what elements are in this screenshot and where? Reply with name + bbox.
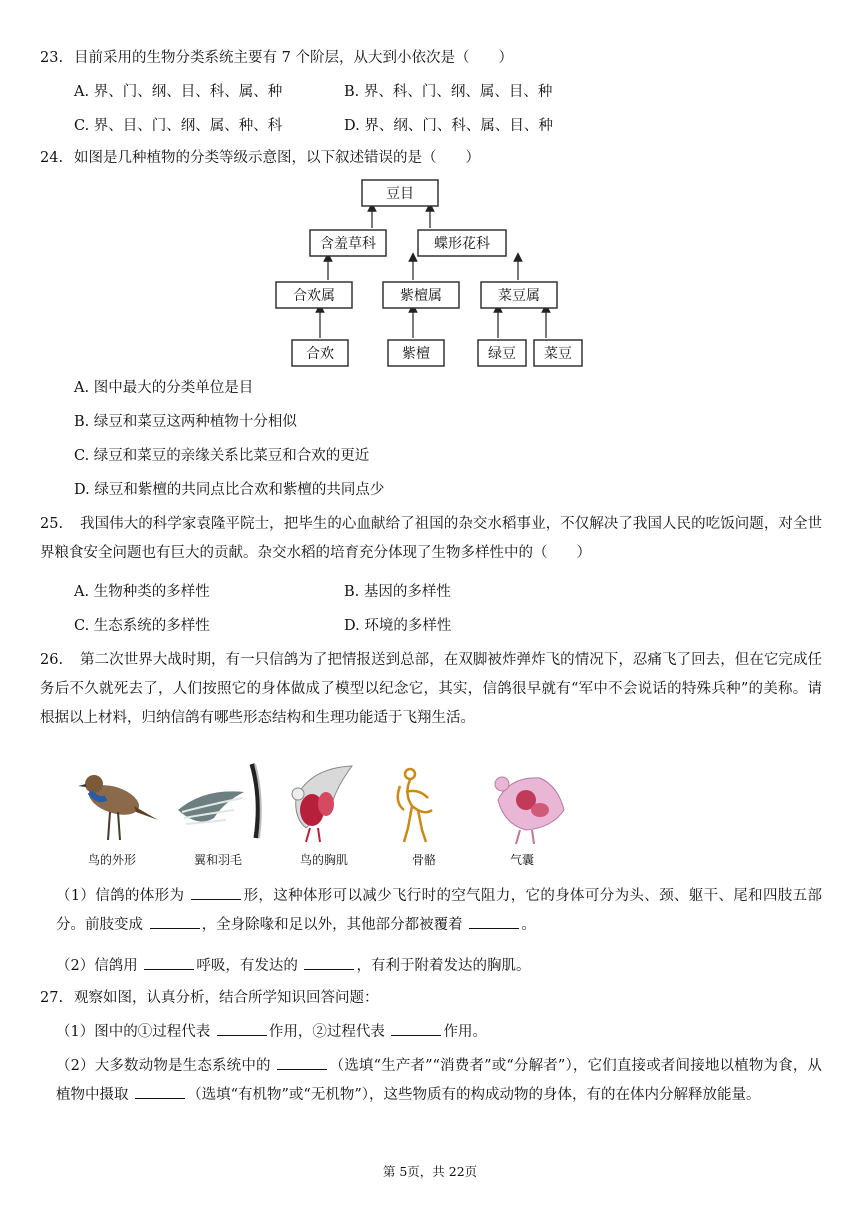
bird-figures	[74, 758, 574, 850]
q25-stem: 25. 我国伟大的科学家袁隆平院士，把毕生的心血献给了祖国的杂交水稻事业，不仅解决了我国人民的吃饭问题，对全世界粮食安全问题也有巨大的贡献。杂交水稻的培育充分体现了生物多样性中的（ ）	[40, 510, 822, 568]
q24-option-b[interactable]: B. 绿豆和菜豆这两种植物十分相似	[74, 414, 297, 430]
diagram-label-species-2: 紫檀	[402, 346, 430, 362]
chest-muscle-image	[292, 766, 352, 842]
q25-option-b[interactable]: B. 基因的多样性	[344, 584, 451, 600]
q27-blank-4[interactable]	[135, 1084, 185, 1099]
diagram-label-family-1: 含羞草科	[320, 236, 376, 252]
q24-option-c[interactable]: C. 绿豆和菜豆的亲缘关系比菜豆和合欢的更近	[74, 448, 370, 464]
skeleton-image	[398, 769, 432, 842]
q24-stem: 24. 如图是几种植物的分类等级示意图，以下叙述错误的是（ ）	[40, 150, 480, 166]
q23-option-c[interactable]: C. 界、目、门、纲、属、种、科	[74, 118, 283, 134]
air-sac-image	[495, 777, 564, 844]
bird-image-label-3: 鸟的胸肌	[300, 853, 349, 867]
q26-sub1: （1）信鸽的体形为 形，这种体形可以减少飞行时的空气阻力，它的身体可分为头、颈、躯干、尾和四肢五部分。前肢变成 ，全身除喙和足以外，其他部分都被覆着 。	[56, 882, 822, 940]
q27-blank-2[interactable]	[391, 1021, 441, 1036]
q27-blank-1[interactable]	[217, 1021, 267, 1036]
diagram-label-species-4: 菜豆	[544, 346, 572, 362]
q25-option-a[interactable]: A. 生物种类的多样性	[74, 584, 210, 600]
diagram-label-order: 豆目	[386, 186, 414, 202]
q27-sub2: （2）大多数动物是生态系统中的 （选填“生产者”“消费者”或“分解者”），它们直接或者间接地以植物为食，从植物中摄取 （选填“有机物”或“无机物”），这些物质有的构成动物的身体，有的在体内分解释放能量。	[56, 1052, 822, 1110]
diagram-label-genus-1: 合欢属	[293, 288, 335, 304]
bird-image-label-5: 气囊	[510, 853, 535, 867]
bird-outline-image	[78, 775, 158, 840]
q27-sub1: （1）图中的①过程代表 作用，②过程代表 作用。	[56, 1018, 822, 1047]
q26-blank-3[interactable]	[469, 914, 519, 929]
diagram-label-species-1: 合欢	[306, 346, 334, 362]
q27-blank-3[interactable]	[277, 1055, 327, 1070]
diagram-label-genus-2: 紫檀属	[400, 288, 442, 304]
q27-stem: 27. 观察如图，认真分析，结合所学知识回答问题：	[40, 990, 379, 1006]
q27-number: 27.	[40, 990, 64, 1006]
q26-blank-1[interactable]	[191, 885, 241, 900]
q25-number: 25.	[40, 516, 64, 532]
q23-option-a[interactable]: A. 界、门、纲、目、科、属、种	[74, 84, 283, 100]
q23-stem: 23. 目前采用的生物分类系统主要有 7 个阶层，从大到小依次是（ ）	[40, 50, 513, 66]
q26-sub2: （2）信鸽用 呼吸，有发达的 ，有利于附着发达的胸肌。	[56, 952, 822, 981]
bird-image-label-4: 骨骼	[412, 853, 437, 867]
bird-image-label-2: 翼和羽毛	[194, 853, 243, 867]
bird-image-label-1: 鸟的外形	[88, 853, 137, 867]
page-footer: 第 5页，共 22页	[382, 1164, 478, 1179]
q26-blank-4[interactable]	[144, 955, 194, 970]
q25-option-c[interactable]: C. 生态系统的多样性	[74, 618, 210, 634]
q24-number: 24.	[40, 150, 64, 166]
q23-option-d[interactable]: D. 界、纲、门、科、属、目、种	[344, 118, 553, 134]
diagram-label-genus-3: 菜豆属	[498, 288, 540, 304]
diagram-label-family-2: 蝶形花科	[434, 236, 490, 252]
q26-blank-5[interactable]	[304, 955, 354, 970]
q26-stem: 26. 第二次世界大战时期，有一只信鸽为了把情报送到总部，在双脚被炸弹炸飞的情况下，忍痛飞了回去，但在它完成任务后不久就死去了，人们按照它的身体做成了模型以纪念它，其实，信鸽很早就有“军中不会说话的特殊兵种”的美称。请根据以上材料，归纳信鸽有哪些形态结构和生理功能适于飞翔生活。	[40, 646, 822, 733]
q26-blank-2[interactable]	[150, 914, 200, 929]
q26-number: 26.	[40, 652, 64, 668]
wing-feather-image	[178, 764, 261, 838]
q24-option-d[interactable]: D. 绿豆和紫檀的共同点比合欢和紫檀的共同点少	[74, 482, 385, 498]
q25-option-d[interactable]: D. 环境的多样性	[344, 618, 452, 634]
q23-number: 23.	[40, 50, 64, 66]
q23-option-b[interactable]: B. 界、科、门、纲、属、目、种	[344, 84, 553, 100]
diagram-label-species-3: 绿豆	[488, 346, 516, 362]
q24-option-a[interactable]: A. 图中最大的分类单位是目	[74, 380, 254, 396]
classification-diagram	[270, 174, 590, 370]
